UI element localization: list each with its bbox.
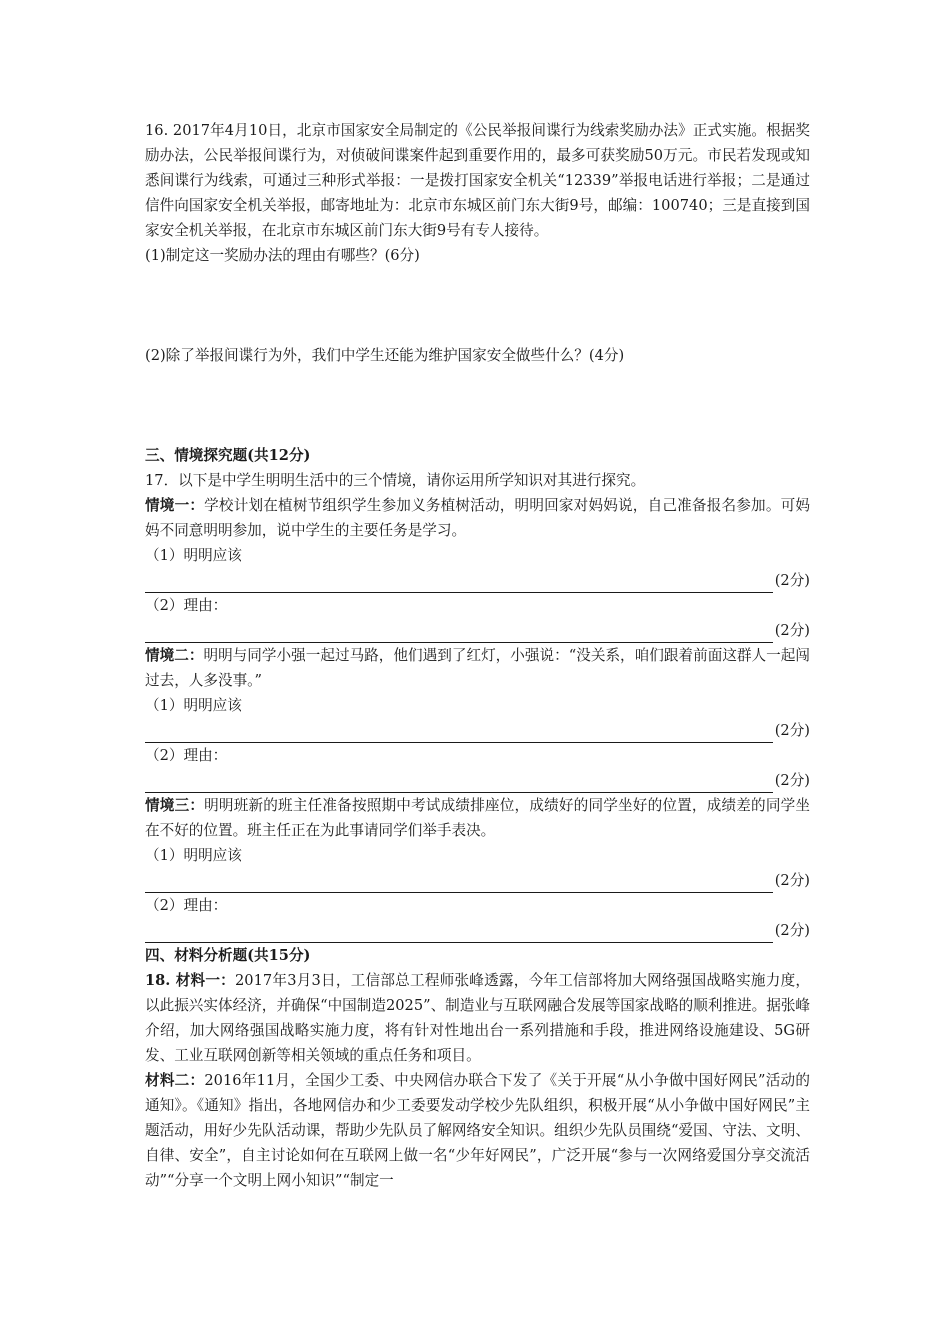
q16-passage: 16. 2017年4月10日，北京市国家安全局制定的《公民举报间谍行为线索奖励办法》正式实施。根据奖励办法，公民举报间谍行为，对侦破间谍案件起到重要作用的，最多可获奖励50万元。市民若发现或知悉间谍行为线索，可通过三种形式举报：一是拨打国家安全机关“12339”举报电话进行举报；二是通过信件向国家安全机关举报，邮寄地址为：北京市东城区前门东大街9号，邮编：100740；三是直接到国家安全机关举报，在北京市东城区前门东大街9号有专人接待。 bbox=[145, 122, 810, 239]
scene-2-answer-1[interactable] bbox=[145, 718, 810, 743]
scene-1 bbox=[145, 493, 810, 543]
scene-1-q2: （2）理由： bbox=[145, 597, 228, 614]
scene-2-label: 情境二： bbox=[145, 647, 204, 664]
answer-space-2[interactable] bbox=[145, 368, 810, 443]
scene-1-answer-2[interactable] bbox=[145, 618, 810, 643]
scene-3-q2: （2）理由： bbox=[145, 897, 228, 914]
scene-2-answer-2[interactable] bbox=[145, 768, 810, 793]
scene-1-label: 情境一： bbox=[145, 497, 205, 514]
score-label: (2分) bbox=[774, 572, 810, 589]
score-label: (2分) bbox=[774, 722, 810, 739]
scene-1-text: 学校计划在植树节组织学生参加义务植树活动，明明回家对妈妈说，自己准备报名参加。可妈妈不同意明明参加，说中学生的主要任务是学习。 bbox=[145, 497, 810, 539]
scene-3-text: 明明班新的班主任准备按照期中考试成绩排座位，成绩好的同学坐好的位置，成绩差的同学坐在不好的位置。班主任正在为此事请同学们举手表决。 bbox=[145, 797, 810, 839]
scene-3 bbox=[145, 793, 810, 843]
score-label: (2分) bbox=[774, 772, 810, 789]
answer-line[interactable] bbox=[145, 724, 773, 743]
scene-3-label: 情境三： bbox=[145, 797, 205, 814]
scene-2-q1: （1）明明应该 bbox=[145, 697, 242, 714]
scene-1-q1: （1）明明应该 bbox=[145, 547, 242, 564]
material-2 bbox=[145, 1068, 810, 1193]
q17-intro: 17．以下是中学生明明生活中的三个情境，请你运用所学知识对其进行探究。 bbox=[145, 472, 646, 489]
score-label: (2分) bbox=[774, 872, 810, 889]
score-label: (2分) bbox=[774, 622, 810, 639]
exam-page bbox=[145, 118, 810, 1193]
answer-line[interactable] bbox=[145, 874, 773, 893]
scene-2-text: 明明与同学小强一起过马路，他们遇到了红灯，小强说：“没关系，咱们跟着前面这群人一起闯过去，人多没事。” bbox=[145, 647, 810, 689]
scene-2 bbox=[145, 643, 810, 693]
q16-sub1: (1)制定这一奖励办法的理由有哪些？(6分) bbox=[145, 247, 420, 264]
answer-line[interactable] bbox=[145, 774, 773, 793]
scene-3-q1: （1）明明应该 bbox=[145, 847, 242, 864]
scene-1-answer-1[interactable] bbox=[145, 568, 810, 593]
answer-space-1[interactable] bbox=[145, 268, 810, 343]
section4-title: 四、材料分析题(共15分) bbox=[145, 947, 311, 964]
material-1-label: 18. 材料一： bbox=[145, 972, 235, 989]
material-1 bbox=[145, 968, 810, 1068]
material-2-label: 材料二： bbox=[145, 1072, 205, 1089]
section3-title: 三、情境探究题(共12分) bbox=[145, 447, 311, 464]
scene-2-q2: （2）理由： bbox=[145, 747, 228, 764]
score-label: (2分) bbox=[774, 922, 810, 939]
q16-sub2: (2)除了举报间谍行为外，我们中学生还能为维护国家安全做些什么？(4分) bbox=[145, 347, 625, 364]
scene-3-answer-1[interactable] bbox=[145, 868, 810, 893]
material-1-text: 2017年3月3日，工信部总工程师张峰透露，今年工信部将加大网络强国战略实施力度，以此振兴实体经济，并确保“中国制造2025”、制造业与互联网融合发展等国家战略的顺利推进。据张峰介绍，加大网络强国战略实施力度，将有针对性地出台一系列措施和手段，推进网络设施建设、5G研发、工业互联网创新等相关领域的重点任务和项目。 bbox=[145, 972, 811, 1064]
material-2-text: 2016年11月，全国少工委、中央网信办联合下发了《关于开展“从小争做中国好网民”活动的通知》。《通知》指出，各地网信办和少工委要发动学校少先队组织，积极开展“从小争做中国好网民”主题活动，用好少先队活动课，帮助少先队员了解网络安全知识。组织少先队员围绕“爱国、守法、文明、自律、安全”，自主讨论如何在互联网上做一名“少年好网民”，广泛开展“参与一次网络爱国分享交流活动”“分享一个文明上网小知识”“制定一 bbox=[145, 1072, 810, 1189]
answer-line[interactable] bbox=[145, 924, 773, 943]
scene-3-answer-2[interactable] bbox=[145, 918, 810, 943]
answer-line[interactable] bbox=[145, 624, 773, 643]
answer-line[interactable] bbox=[145, 574, 773, 593]
